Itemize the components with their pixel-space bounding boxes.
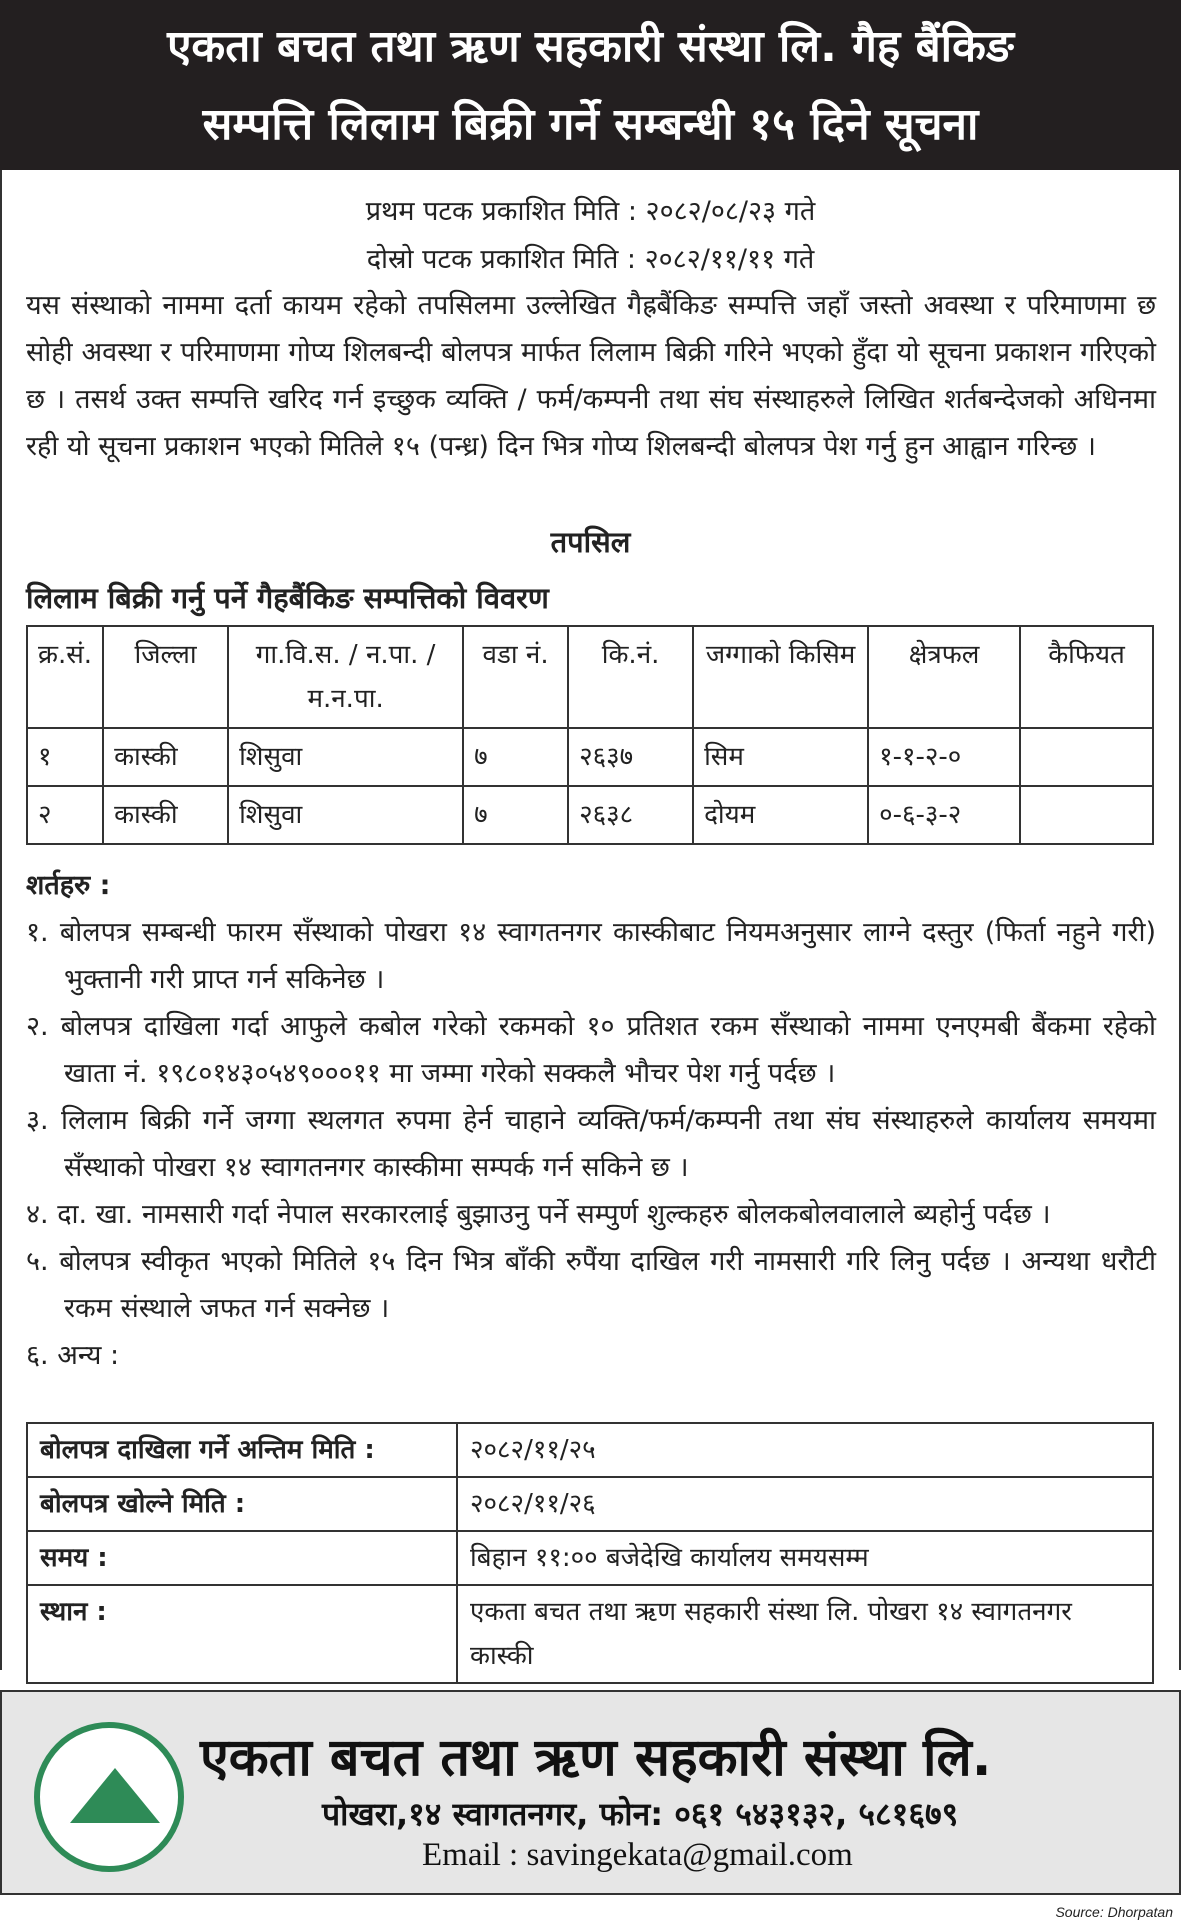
- col-sn: क्र.सं.: [27, 626, 103, 728]
- notice-header: [0, 0, 1181, 170]
- schedule-value: बिहान ११:०० बजेदेखि कार्यालय समयसम्म: [457, 1531, 1153, 1585]
- header-line-1: एकता बचत तथा ऋण सहकारी संस्था लि. गैह बैंकिङ: [167, 21, 1014, 72]
- cell: कास्की: [103, 728, 228, 786]
- cell: सिम: [693, 728, 868, 786]
- term-item: ५. बोलपत्र स्वीकृत भएको मितिले १५ दिन भित्र बाँकी रुपैंया दाखिल गरी नामसारी गरि लिनु पर्दछ । अन्यथा धरौटी रकम संस्थाले जफत गर्न सक्नेछ ।: [26, 1246, 1156, 1324]
- cell: [1020, 786, 1153, 844]
- table-header-row: [27, 626, 1153, 728]
- footer-address: पोखरा,१४ स्वागतनगर, फोन: ०६१ ५४३१३२, ५८१६७९: [322, 1795, 959, 1833]
- mountain-icon: [70, 1768, 160, 1823]
- header-line-2: सम्पत्ति लिलाम बिक्री गर्ने सम्बन्धी १५ दिने सूचना: [202, 99, 979, 150]
- schedule-label: बोलपत्र खोल्ने मिति :: [27, 1477, 457, 1531]
- footer-email: Email : savingekata@gmail.com: [422, 1837, 853, 1873]
- schedule-label: स्थान :: [27, 1585, 457, 1683]
- first-publication-date: प्रथम पटक प्रकाशित मिति : २०८२/०८/२३ गते: [365, 196, 816, 227]
- schedule-row: [27, 1477, 1153, 1531]
- terms-heading: शर्तहरु :: [26, 870, 111, 901]
- cell: ७: [463, 786, 568, 844]
- schedule-label: बोलपत्र दाखिला गर्ने अन्तिम मिति :: [27, 1423, 457, 1477]
- col-district: जिल्ला: [103, 626, 228, 728]
- cell: ०-६-३-२: [868, 786, 1020, 844]
- property-table: [26, 625, 1154, 845]
- property-table-title: लिलाम बिक्री गर्नु पर्ने गैहबैंकिङ सम्पत्तिको विवरण: [26, 581, 549, 615]
- col-ward: वडा नं.: [463, 626, 568, 728]
- term-item: ४. दा. खा. नामसारी गर्दा नेपाल सरकारलाई बुझाउनु पर्ने सम्पुर्ण शुल्कहरु बोलकबोलवालाले ब्यहोर्नु पर्दछ ।: [26, 1199, 1051, 1230]
- col-plot-no: कि.नं.: [568, 626, 693, 728]
- publication-dates: [0, 188, 1181, 284]
- cell: [1020, 728, 1153, 786]
- term-item: ३. लिलाम बिक्री गर्ने जग्गा स्थलगत रुपमा हेर्न चाहाने व्यक्ति/फर्म/कम्पनी तथा संघ संस्थाहरुले कार्यालय समयमा सँस्थाको पोखरा १४ स्वागतनगर कास्कीमा सम्पर्क गर्न सकिने छ ।: [26, 1105, 1156, 1183]
- cell: शिसुवा: [228, 728, 463, 786]
- table-row: [27, 786, 1153, 844]
- schedule-value: २०८२/११/२५: [457, 1423, 1153, 1477]
- intro-paragraph: यस संस्थाको नाममा दर्ता कायम रहेको तपसिलमा उल्लेखित गैह्रबैंकिङ सम्पत्ति जहाँ जस्तो अवस्था र परिमाणमा छ सोही अवस्था र परिमाणमा गोप्य शिलबन्दी बोलपत्र मार्फत लिलाम बिक्री गरिने भएको हुँदा यो सूचना प्रकाशन गरिएको छ । तसर्थ उक्त सम्पत्ति खरिद गर्न इच्छुक व्यक्ति / फर्म/कम्पनी तथा संघ संस्थाहरुले लिखित शर्तबन्देजको अधिनमा रही यो सूचना प्रकाशन भएको मितिले १५ (पन्ध्र) दिन भित्र गोप्य शिलबन्दी बोलपत्र पेश गर्नु हुन आह्वान गरिन्छ ।: [26, 290, 1156, 462]
- term-item: १. बोलपत्र सम्बन्धी फारम सँस्थाको पोखरा १४ स्वागतनगर कास्कीबाट नियमअनुसार लाग्ने दस्तुर (फिर्ता नहुने गरी) भुक्तानी गरी प्राप्त गर्न सकिनेछ ।: [26, 917, 1156, 995]
- term-item: २. बोलपत्र दाखिला गर्दा आफुले कबोल गरेको रकमको १० प्रतिशत रकम सँस्थाको नाममा एनएमबी बैंकमा रहेको खाता नं. १९८०१४३०५४९०००११ मा जम्मा गरेको सक्कलै भौचर पेश गर्नु पर्दछ ।: [26, 1011, 1156, 1089]
- col-remarks: कैफियत: [1020, 626, 1153, 728]
- cell: २६३८: [568, 786, 693, 844]
- term-item: ६. अन्य :: [26, 1340, 120, 1371]
- cell: कास्की: [103, 786, 228, 844]
- schedule-value: एकता बचत तथा ऋण सहकारी संस्था लि. पोखरा १४ स्वागतनगर कास्की: [457, 1585, 1153, 1683]
- schedule-row: [27, 1585, 1153, 1683]
- cell: दोयम: [693, 786, 868, 844]
- schedule-table: [26, 1422, 1154, 1684]
- table-row: [27, 728, 1153, 786]
- cell: १: [27, 728, 103, 786]
- col-municipality: गा.वि.स. / न.पा. / म.न.पा.: [228, 626, 463, 728]
- cell: २: [27, 786, 103, 844]
- schedule-heading: तपसिल: [550, 525, 631, 559]
- schedule-value: २०८२/११/२६: [457, 1477, 1153, 1531]
- schedule-label: समय :: [27, 1531, 457, 1585]
- cell: १-१-२-०: [868, 728, 1020, 786]
- cell: २६३७: [568, 728, 693, 786]
- cell: ७: [463, 728, 568, 786]
- col-land-type: जग्गाको किसिम: [693, 626, 868, 728]
- footer-org-name: एकता बचत तथा ऋण सहकारी संस्था लि.: [200, 1728, 992, 1788]
- schedule-row: [27, 1423, 1153, 1477]
- cooperative-seal-logo: [34, 1722, 184, 1872]
- schedule-row: [27, 1531, 1153, 1585]
- cell: शिसुवा: [228, 786, 463, 844]
- second-publication-date: दोस्रो पटक प्रकाशित मिति : २०८२/११/११ गते: [366, 244, 815, 275]
- col-area: क्षेत्रफल: [868, 626, 1020, 728]
- source-credit: Source: Dhorpatan: [1055, 1904, 1173, 1920]
- terms-section: [26, 862, 1156, 1379]
- footer: [0, 1690, 1181, 1895]
